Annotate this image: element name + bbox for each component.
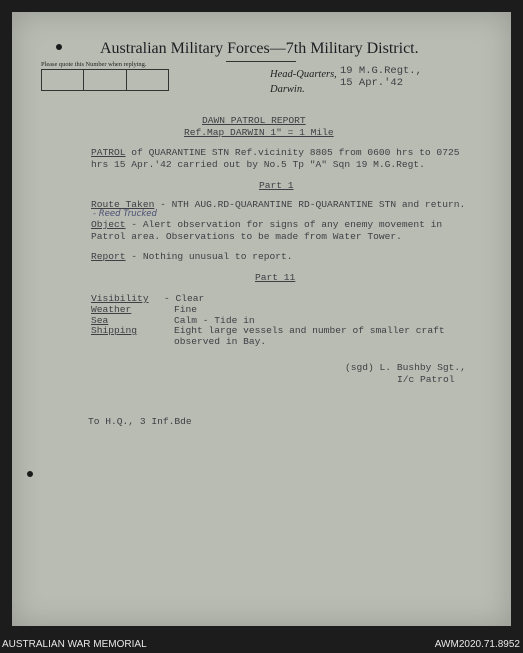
object-text: - Alert observation for signs of any enemy movement in — [125, 219, 443, 230]
condition-label-shipping: Shipping — [91, 325, 138, 336]
condition-value-weather: Fine — [174, 304, 198, 315]
distribution-line: To H.Q., 3 Inf.Bde — [88, 416, 192, 427]
punch-hole-top — [56, 44, 62, 50]
condition-value-sea: Calm - Tide in — [174, 315, 255, 326]
hq-city: Darwin. — [270, 84, 305, 95]
footer-institution: AUSTRALIAN WAR MEMORIAL — [2, 639, 147, 650]
object-label: Object — [91, 219, 126, 230]
condition-value-visibility: - Clear — [164, 293, 205, 304]
unit-stamp: 19 M.G.Regt., — [340, 65, 422, 77]
patrol-line-2: hrs 15 Apr.'42 carried out by No.5 Tp "A" Sqn 19 M.G.Regt. — [91, 159, 425, 170]
report-date: 15 Apr.'42 — [340, 77, 404, 89]
condition-label-visibility: Visibility — [91, 293, 149, 304]
route-text: - NTH AUG.RD-QUARANTINE RD-QUARANTINE STN and return. — [154, 199, 466, 210]
footer-accession-number: AWM2020.71.8952 — [434, 639, 520, 650]
part-1-heading: Part 1 — [259, 180, 294, 191]
signature-line-1: (sgd) L. Bushby Sgt., — [345, 362, 466, 373]
shipping-line-2: observed in Bay. — [174, 336, 267, 347]
report-line — [91, 251, 293, 262]
ref-box-3 — [127, 70, 168, 90]
condition-label-sea: Sea — [91, 315, 109, 326]
object-line-1 — [91, 219, 442, 230]
report-label: Report — [91, 251, 126, 262]
punch-hole-middle — [27, 471, 33, 477]
patrol-line-1 — [91, 147, 459, 158]
ref-box-1 — [42, 70, 84, 90]
letterhead-title: Australian Military Forces—7th Military District. — [100, 40, 419, 57]
route-label: Route Taken — [91, 199, 155, 210]
object-line-2: Patrol area. Observations to be made from Water Tower. — [91, 231, 402, 242]
condition-value-shipping: Eight large vessels and number of smaller craft — [174, 325, 445, 336]
condition-label-weather: Weather — [91, 304, 132, 315]
report-title: DAWN PATROL REPORT — [202, 115, 306, 126]
patrol-text: of QUARANTINE STN Ref.vicinity 8805 from 0600 hrs to 0725 — [125, 147, 460, 158]
document-page — [12, 12, 511, 626]
quote-number-note: Please quote this Number when replying. — [41, 61, 147, 68]
letterhead-rule — [226, 61, 296, 62]
patrol-label: PATROL — [91, 147, 126, 158]
map-reference: Ref.Map DARWIN 1" = 1 Mile — [184, 127, 334, 138]
reference-number-boxes — [41, 69, 169, 91]
handwritten-annotation: - Reed Trucked — [93, 209, 157, 219]
report-text: - Nothing unusual to report. — [125, 251, 293, 262]
hq-label: Head-Quarters, — [270, 69, 337, 80]
part-2-heading: Part 11 — [255, 272, 296, 283]
ref-box-2 — [84, 70, 126, 90]
signature-line-2: I/c Patrol — [397, 374, 455, 385]
